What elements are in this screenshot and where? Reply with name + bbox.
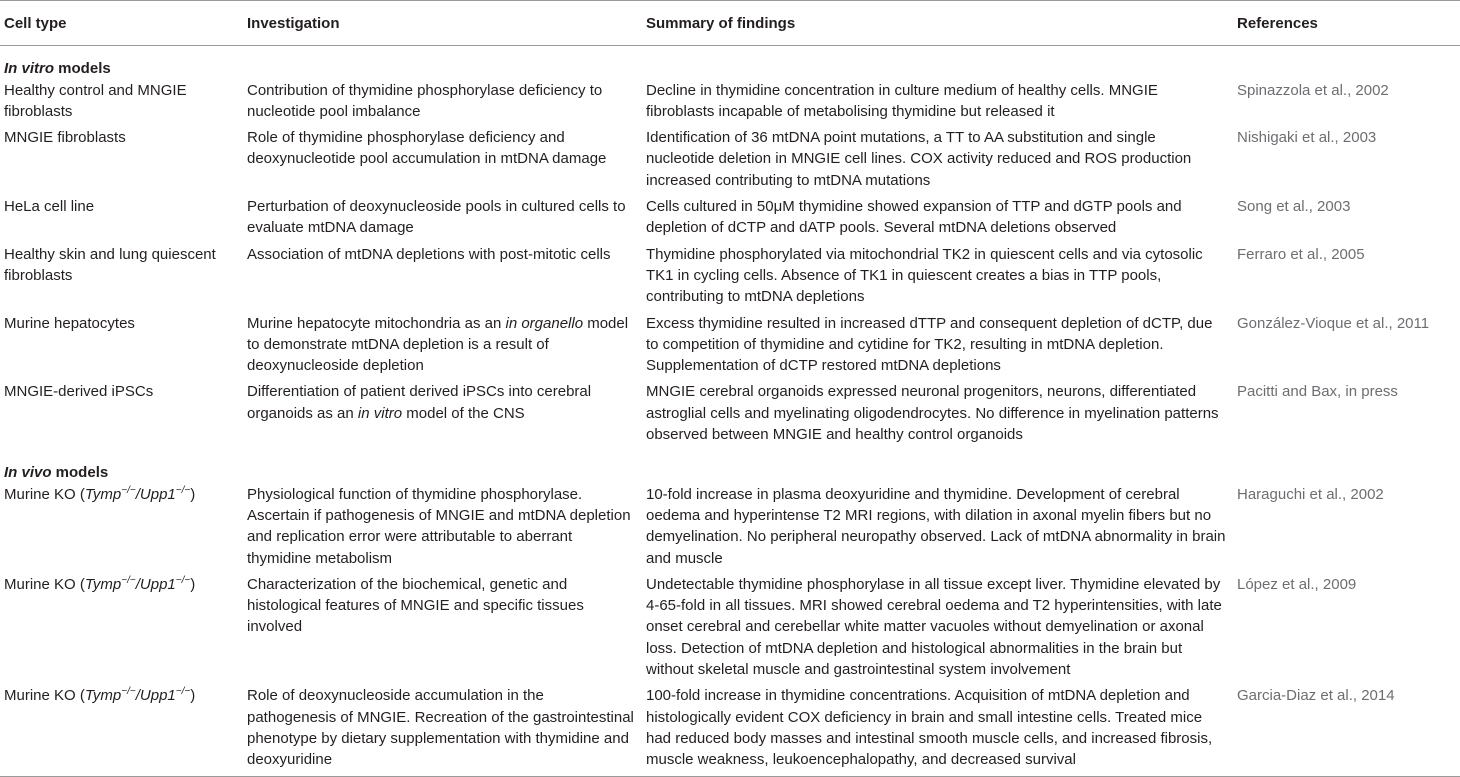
text-run: Decline in thymidine concentration in culture medium of healthy cells. MNGIE fibroblasts incapable of metabolising thymidine but released it	[646, 81, 1158, 120]
investigation-cell	[243, 484, 642, 574]
investigation-cell	[243, 196, 642, 244]
reference-cell: Spinazzola et al., 2002	[1237, 81, 1389, 99]
text-run: 100-fold increase in thymidine concentrations. Acquisition of mtDNA depletion and histologically evident COX deficiency in brain and small intestine cells. Treated mice had reduced body masses and intestinal smooth muscle cells, and increased fibrosis, muscle weakness, leukoencephalopathy, and decreased survival	[646, 687, 1213, 769]
superscript: −/−	[175, 574, 191, 586]
table-row	[0, 244, 1460, 313]
table-row	[0, 381, 1460, 450]
cell-type	[0, 196, 243, 244]
cell-type	[0, 381, 243, 450]
text-run: Association of mtDNA depletions with post-mitotic cells	[247, 245, 611, 263]
table-row	[0, 313, 1460, 382]
italic-text: in vitro	[357, 404, 403, 422]
text-run: Perturbation of deoxynucleoside pools in cultured cells to evaluate mtDNA damage	[247, 198, 626, 237]
section-row	[0, 450, 1460, 483]
text-run: Contribution of thymidine phosphorylase deficiency to nucleotide pool imbalance	[247, 81, 603, 120]
cell-type	[0, 685, 243, 776]
cell-type	[0, 574, 243, 685]
text-run: MNGIE-derived iPSCs	[4, 383, 154, 401]
section-title-italic: In vivo	[4, 464, 52, 482]
superscript: −/−	[175, 686, 191, 698]
investigation-cell	[243, 244, 642, 313]
text-run: Physiological function of thymidine phosphorylase. Ascertain if pathogenesis of MNGIE and mtDNA depletion and replication error were attributable to aberrant thymidine metabolism	[247, 485, 631, 567]
reference-cell: Ferraro et al., 2005	[1237, 245, 1365, 263]
text-run: Differentiation of patient derived iPSCs into cerebral organoids as an	[247, 383, 592, 422]
table-row	[0, 484, 1460, 574]
superscript: −/−	[121, 484, 136, 496]
text-run: model of the CNS	[402, 404, 525, 422]
table-header	[0, 1, 1460, 46]
table-row	[0, 80, 1460, 128]
text-run: Thymidine phosphorylated via mitochondrial TK2 in quiescent cells and via cytosolic TK1 in cycling cells. Absence of TK1 in quiescent creates a bias in TTP pools, contributing to mtDNA depletions	[646, 245, 1203, 306]
table-body	[0, 46, 1460, 776]
reference-cell: Garcia-Diaz et al., 2014	[1233, 685, 1460, 776]
summary-cell	[642, 127, 1233, 196]
text-run: Murine KO (	[4, 687, 85, 705]
header-investigation: Investigation	[243, 1, 642, 46]
text-run: Cells cultured in 50μM thymidine showed expansion of TTP and dGTP pools and depletion of dCTP and dATP pools. Several mtDNA deletions observed	[646, 198, 1182, 237]
superscript: −/−	[175, 484, 191, 496]
text-run: )	[190, 687, 196, 705]
italic-text: Tymp	[84, 485, 122, 503]
section-title-italic: In vitro	[4, 60, 55, 78]
reference-cell: Pacitti and Bax, in press	[1237, 383, 1398, 401]
reference-cell: González-Vioque et al., 2011	[1237, 314, 1430, 332]
summary-cell	[642, 244, 1233, 313]
header-cell-type: Cell type	[0, 1, 243, 46]
text-run: Role of deoxynucleoside accumulation in the pathogenesis of MNGIE. Recreation of the gastrointestinal phenotype by dietary supplementation with thymidine and deoxyuridine	[247, 687, 634, 769]
text-run: MNGIE fibroblasts	[4, 129, 126, 147]
investigation-cell	[243, 127, 642, 196]
summary-cell	[642, 685, 1233, 776]
text-run: Murine hepatocyte mitochondria as an	[247, 314, 506, 332]
italic-text: Upp1	[139, 575, 176, 593]
italic-text: Upp1	[139, 687, 176, 705]
section-title	[0, 450, 1460, 483]
cell-type	[0, 80, 243, 128]
italic-text: Tymp	[84, 687, 122, 705]
text-run: Characterization of the biochemical, genetic and histological features of MNGIE and specific tissues involved	[247, 575, 584, 636]
reference-cell: Haraguchi et al., 2002	[1237, 485, 1384, 503]
cell-type	[0, 244, 243, 313]
header-summary: Summary of findings	[642, 1, 1233, 46]
text-run: model to demonstrate mtDNA depletion is a result of deoxynucleoside depletion	[247, 314, 629, 375]
table-row	[0, 574, 1460, 685]
header-row	[0, 1, 1460, 46]
cell-type	[0, 484, 243, 574]
text-run: Role of thymidine phosphorylase deficiency and deoxynucleotide pool accumulation in mtDNA damage	[247, 129, 607, 168]
summary-cell	[642, 196, 1233, 244]
investigation-cell	[243, 313, 642, 382]
text-run: Healthy skin and lung quiescent fibroblasts	[4, 245, 216, 284]
reference-cell: Song et al., 2003	[1237, 198, 1351, 216]
section-row	[0, 46, 1460, 80]
text-run: Murine KO (	[4, 485, 85, 503]
section-title-rest: models	[54, 60, 111, 78]
italic-text: Upp1	[139, 485, 176, 503]
investigation-cell	[243, 381, 642, 450]
reference-cell: Nishigaki et al., 2003	[1237, 129, 1377, 147]
italic-text: Tymp	[84, 575, 122, 593]
table-row	[0, 685, 1460, 776]
text-run: Murine hepatocytes	[4, 314, 135, 332]
text-run: HeLa cell line	[4, 198, 95, 216]
summary-cell	[642, 80, 1233, 128]
text-run: Identification of 36 mtDNA point mutations, a TT to AA substitution and single nucleotide deletion in MNGIE cell lines. COX activity reduced and ROS production increased contributing to mtDNA mutations	[646, 129, 1192, 189]
summary-cell	[642, 574, 1233, 685]
section-title-rest: models	[51, 464, 109, 482]
superscript: −/−	[121, 574, 136, 586]
text-run: Healthy control and MNGIE fibroblasts	[4, 81, 187, 120]
italic-text: /	[135, 485, 140, 503]
text-run: Excess thymidine resulted in increased dTTP and consequent depletion of dCTP, due to competition of thymidine and cytidine for TK2, resulting in mtDNA depletion. Supplementation of dCTP restored mtDNA depletions	[646, 314, 1213, 375]
header-references: References	[1233, 1, 1460, 46]
cell-type	[0, 313, 243, 382]
italic-text: /	[135, 687, 140, 705]
summary-cell	[642, 313, 1233, 382]
reference-cell: López et al., 2009	[1237, 575, 1357, 593]
superscript: −/−	[121, 686, 136, 698]
text-run: Murine KO (	[4, 575, 85, 593]
text-run: MNGIE cerebral organoids expressed neuronal progenitors, neurons, differentiated astroglial cells and myelinating oligodendrocytes. No difference in myelination patterns observed between MNGIE and healthy control organoids	[646, 383, 1219, 444]
text-run: )	[190, 575, 196, 593]
italic-text: /	[135, 575, 140, 593]
table-row	[0, 127, 1460, 196]
investigation-cell	[243, 574, 642, 685]
section-title	[0, 46, 1460, 80]
text-run: )	[190, 485, 196, 503]
summary-cell	[642, 484, 1233, 574]
table-row	[0, 196, 1460, 244]
italic-text: in organello	[505, 314, 584, 332]
investigation-cell	[243, 685, 642, 776]
summary-cell	[642, 381, 1233, 450]
text-run: 10-fold increase in plasma deoxyuridine and thymidine. Development of cerebral oedema and hyperintense T2 MRI regions, with dilation in axonal myelin fibers but no demyelination. No peripheral neuropathy observed. Lack of mtDNA abnormality in brain and muscle	[646, 485, 1226, 567]
text-run: Undetectable thymidine phosphorylase in all tissue except liver. Thymidine elevated by 4-65-fold in all tissues. MRI showed cerebral oedema and T2 hyperintensities, with late onset cerebral and cerebellar white matter vacuoles without demyelination or axonal loss. Detection of mtDNA depletion and histological abnormalities in the brain but without skeletal muscle and gastrointestinal system involvement	[646, 575, 1222, 679]
investigation-cell	[243, 80, 642, 128]
cell-type	[0, 127, 243, 196]
